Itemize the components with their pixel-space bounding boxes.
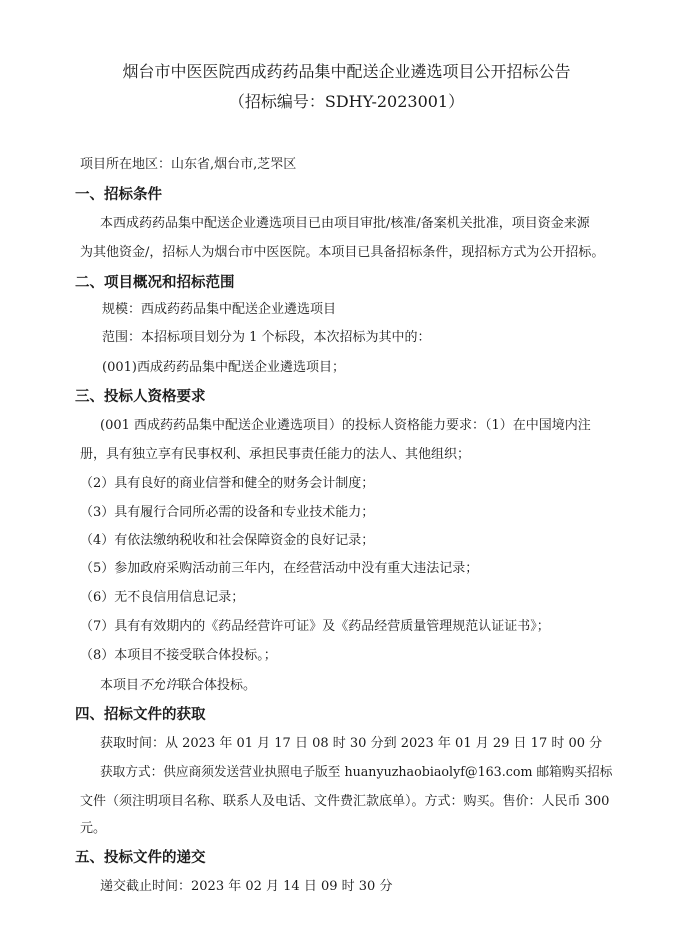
- qualification-item: （2）具有良好的商业信誉和健全的财务会计制度；: [80, 476, 375, 491]
- qualification-item: （8）本项目不接受联合体投标。；: [80, 648, 277, 663]
- acquisition-method-cont: 文件（须注明项目名称、联系人及电话、文件费汇款底单）。方式：购买。售价：人民币 300: [80, 794, 610, 809]
- qualification-item: （6）无不良信用信息记录；: [80, 590, 245, 605]
- section-2-heading: 二、项目概况和招标范围: [75, 275, 235, 291]
- acquisition-method: 获取方式：供应商须发送营业执照电子版至 huanyuzhaobiaolyf@163.com 邮箱购买招标: [100, 765, 613, 780]
- section-2-lot: (001)西成药药品集中配送企业遴选项目；: [102, 360, 345, 375]
- acquisition-time: 获取时间：从 2023 年 01 月 17 日 08 时 30 分到 2023 年 01 月 29 日 17 时 00 分: [100, 736, 603, 751]
- acquisition-method-end: 元。: [80, 821, 107, 836]
- qualification-item: （5）参加政府采购活动前三年内，在经营活动中没有重大违法记录；: [80, 561, 479, 576]
- qualification-item: （7）具有有效期内的《药品经营许可证》及《药品经营质量管理规范认证证书》；: [80, 619, 550, 634]
- section-1-paragraph: 本西成药药品集中配送企业遴选项目已由项目审批/核准/备案机关批准，项目资金来源: [100, 216, 590, 231]
- section-4-heading: 四、招标文件的获取: [75, 707, 206, 723]
- consortium-statement: [100, 678, 256, 694]
- tender-number: （招标编号：SDHY-2023001）: [228, 92, 465, 111]
- qualification-intro-cont: 册，具有独立享有民事权利、承担民事责任能力的法人、其他组织；: [80, 447, 471, 462]
- section-2-scope: 范围：本招标项目划分为 1 个标段，本次招标为其中的：: [102, 330, 431, 345]
- section-1-heading: 一、招标条件: [75, 187, 162, 203]
- submission-deadline: 递交截止时间：2023 年 02 月 14 日 09 时 30 分: [100, 879, 393, 894]
- qualification-intro: (001 西成药药品集中配送企业遴选项目）的投标人资格能力要求：（1）在中国境内注: [100, 418, 591, 433]
- section-1-paragraph: 为其他资金/，招标人为烟台市中医医院。本项目已具备招标条件，现招标方式为公开招标。: [80, 245, 605, 260]
- qualification-item: （4）有依法缴纳税收和社会保障资金的良好记录；: [80, 533, 375, 548]
- section-5-heading: 五、投标文件的递交: [75, 850, 206, 866]
- section-3-heading: 三、投标人资格要求: [75, 389, 206, 405]
- consortium-suffix: 联合体投标。: [178, 678, 257, 693]
- section-2-scale: 规模：西成药药品集中配送企业遴选项目: [102, 302, 337, 317]
- project-location: 项目所在地区：山东省,烟台市,芝罘区: [80, 157, 297, 172]
- consortium-emphasis: 不允许: [139, 678, 179, 693]
- document-title: 烟台市中医医院西成药药品集中配送企业遴选项目公开招标公告: [122, 62, 571, 81]
- consortium-prefix: 本项目: [100, 678, 140, 693]
- qualification-item: （3）具有履行合同所必需的设备和专业技术能力；: [80, 505, 375, 520]
